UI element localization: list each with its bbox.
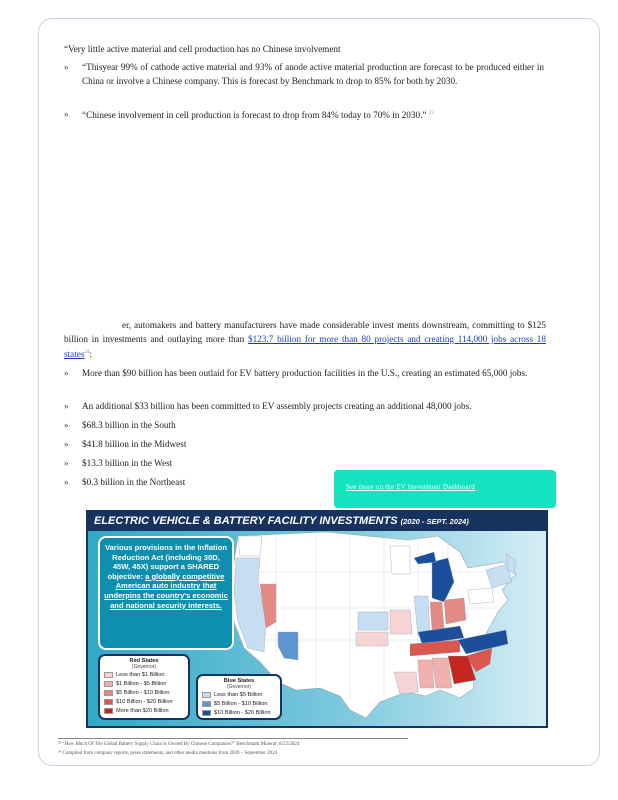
state-missouri (390, 610, 412, 634)
region-northeast: $0.3 billion in the Northeast (82, 477, 186, 487)
legend-swatch (202, 692, 211, 698)
legend-item (198, 690, 280, 699)
region-south: $68.3 billion in the South (82, 420, 176, 430)
red-legend-sub: (Governor) (131, 664, 157, 670)
bullet-marker: » (64, 420, 69, 430)
state-washington (238, 536, 262, 556)
legend-swatch (104, 708, 113, 714)
ev-dashboard-button[interactable] (334, 470, 556, 508)
legend-swatch (202, 701, 211, 707)
footnote-23: ²³ “How Much Of The Global Battery Supply Chain Is Owned By Chinese Companies?” Benchmark Mineral, 8/22/2024 (58, 742, 300, 747)
legend-swatch (202, 710, 211, 716)
state-kansas (358, 612, 388, 630)
quote-bullet-2-text: “Chinese involvement in cell production is forecast to drop from 84% today to 70% in 2030.” (82, 110, 427, 121)
footnote-24: ²⁴ Compiled from company reports, press statements, and other media mentions from 2020 – September 2024 (58, 751, 278, 756)
legend-item (100, 679, 188, 688)
blue-legend-sub: (Governor) (226, 684, 252, 690)
bullet-marker: » (64, 477, 69, 487)
legend-item (100, 697, 188, 706)
legend-swatch (104, 699, 113, 705)
investment-link[interactable]: $123.7 billion for more than 80 projects and creating 114,000 jobs across 18 states (64, 334, 546, 360)
legend-label: $10 Billion - $20 Billion (116, 698, 173, 705)
legend-swatch (104, 672, 113, 678)
quote-bullet-2 (82, 107, 502, 122)
callout-underlined-text: a globally competitive American auto industry that underpins the country's economic and national security interests. (104, 571, 228, 610)
ev-dashboard-link[interactable]: See more on the EV Investment Dashboard (346, 483, 475, 491)
state-mississippi (418, 660, 434, 688)
infographic-date-range: (2020 - SEPT. 2024) (400, 517, 469, 526)
intro-end: : (89, 349, 92, 360)
quote-heading: “Very little active material and cell production has no Chinese involvement (64, 44, 341, 54)
legend-item (198, 708, 280, 717)
bullet-marker: » (64, 439, 69, 449)
state-ohio (444, 598, 466, 624)
bullet-marker: » (64, 368, 69, 378)
footnote-ref-24: 24 (84, 350, 90, 355)
intro-text: er, automakers and battery manufacturers have made considerable invest ments downstream, committing to $125 billion in investments and outlaying more than (64, 320, 546, 344)
investment-bullet-2: An additional $33 billion has been committed to EV assembly projects creating an additional 48,000 jobs. (82, 401, 472, 411)
legend-item (100, 706, 188, 715)
legend-item (100, 670, 188, 679)
legend-label: $10 Billion - $20 Billion (214, 709, 271, 716)
region-midwest: $41.8 billion in the Midwest (82, 439, 187, 449)
red-states-legend (98, 654, 190, 720)
legend-swatch (104, 690, 113, 696)
bullet-marker: » (64, 401, 69, 411)
legend-item (100, 688, 188, 697)
legend-swatch (104, 681, 113, 687)
blank-content-area (60, 126, 550, 310)
investment-bullet-1: More than $90 billion has been outlaid for EV battery production facilities in the U.S., creating an estimated 65,000 jobs. (82, 368, 528, 378)
bullet-marker: » (64, 458, 69, 468)
quote-bullet-1: “Thisyear 99% of cathode active material and 93% of anode active material production are forecast to be produced either in China or involve a Chinese company. This is forecast by Benchmark to drop to 85% for both by 2030. (82, 62, 544, 86)
state-indiana (430, 602, 444, 630)
ira-callout (98, 536, 234, 650)
legend-label: $1 Billion - $5 Billion (116, 680, 167, 687)
investment-intro (64, 318, 546, 361)
footnote-rule (58, 738, 408, 739)
infographic-title-text: ELECTRIC VEHICLE & BATTERY FACILITY INVESTMENTS (94, 515, 398, 527)
legend-label: $5 Billion - $10 Billion (214, 700, 268, 707)
legend-label: Less than $5 Billion (214, 691, 263, 698)
state-minnesota (390, 546, 410, 574)
ev-investment-infographic (86, 510, 548, 728)
legend-label: More than $20 Billion (116, 707, 169, 714)
region-west: $13.3 billion in the West (82, 458, 173, 468)
footnote-ref-23: 23 (428, 111, 434, 116)
legend-label: Less than $1 Billion (116, 671, 165, 678)
bullet-marker: » (64, 62, 69, 72)
bullet-marker: » (64, 109, 69, 119)
legend-label: $5 Billion - $10 Billion (116, 689, 170, 696)
callout-text: Various provisions in the Inflation Reduction Act (including 30D, 45W, 45X) support a SHARED objective: (105, 543, 227, 581)
blue-states-legend (196, 674, 282, 720)
state-oklahoma (356, 632, 388, 646)
red-legend-heading: Red States (129, 658, 159, 664)
state-pennsylvania (468, 588, 494, 604)
legend-item (198, 699, 280, 708)
blue-legend-heading: Blue States (223, 678, 255, 684)
